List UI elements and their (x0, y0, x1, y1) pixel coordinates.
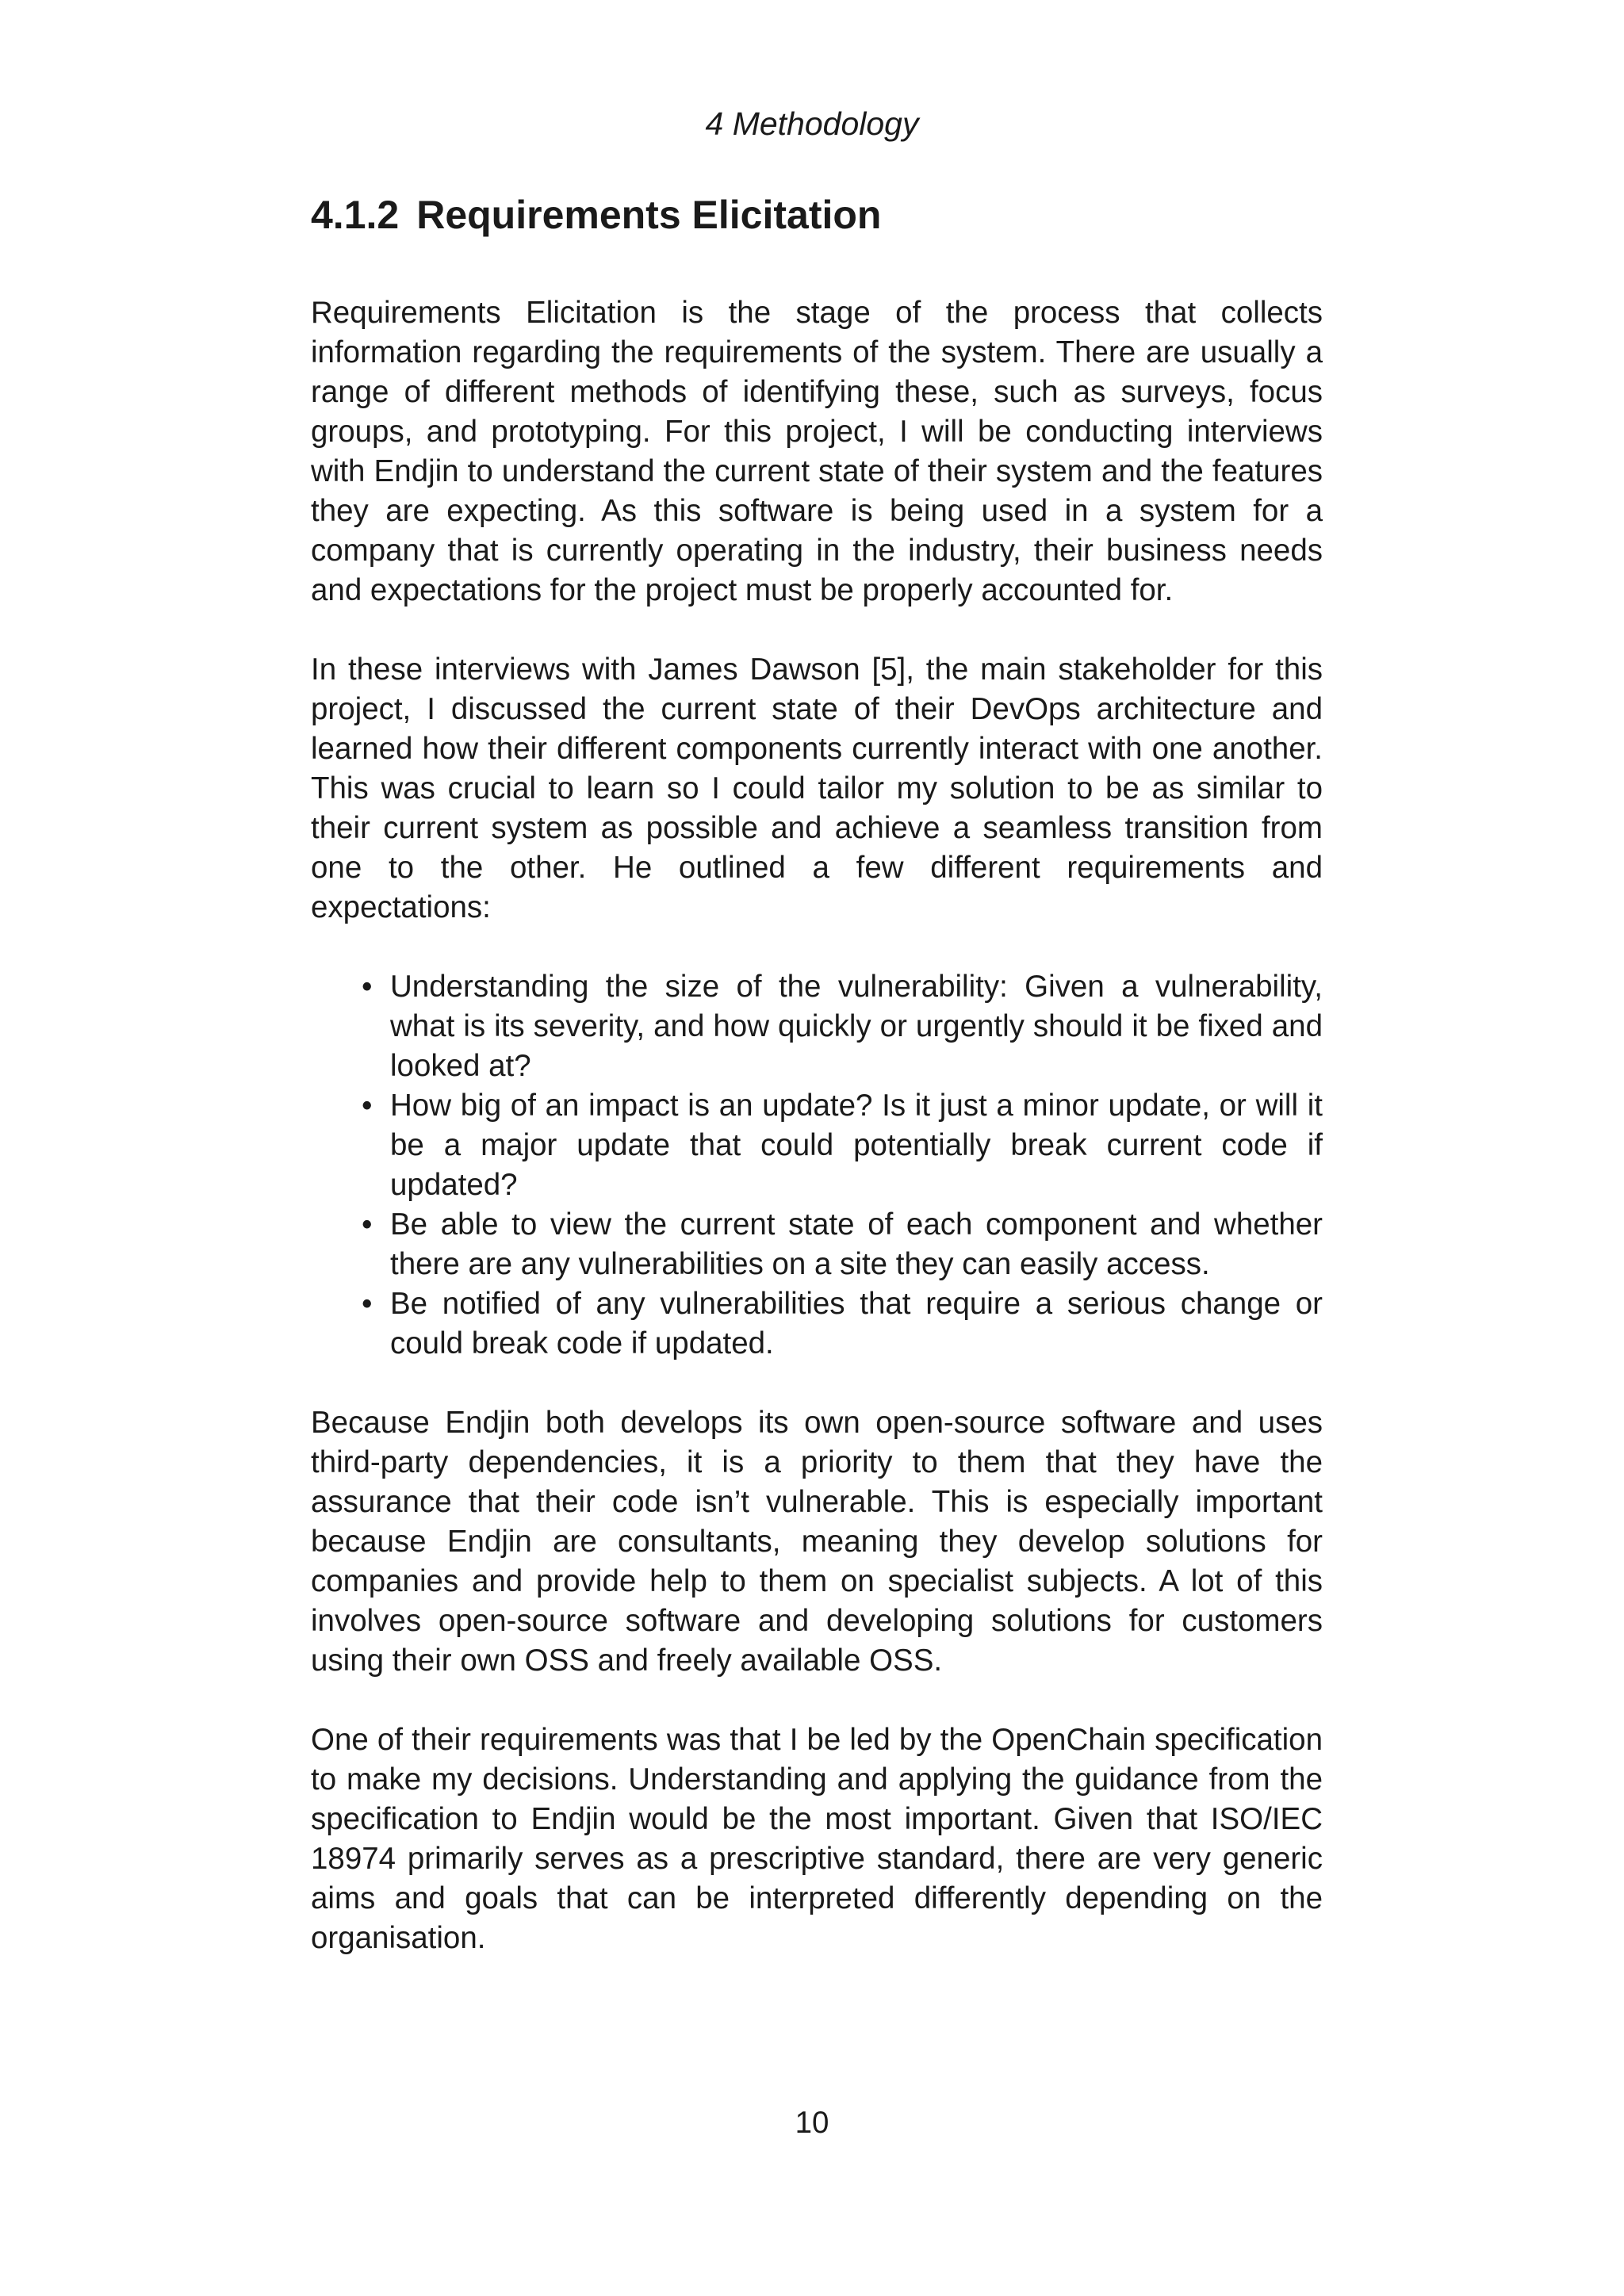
paragraph-openchain: One of their requirements was that I be led by the OpenChain specification to make my decisions. Understanding and applying the guidance from the specification to Endjin would be the most important. Given that ISO/IEC 18974 primarily serves as a prescriptive standard, there are very generic aims and goals that can be interpreted differently depending on the organisation. (311, 1723, 1323, 1955)
bullet-icon: • (362, 970, 373, 1004)
paragraph-interviews: In these interviews with James Dawson [5], the main stakeholder for this project, I discussed the current state of their DevOps architecture and learned how their different components currently interact with one another. This was crucial to learn so I could tailor my solution to be as similar to their current system as possible and achieve a seamless transition from one to the other. He outlined a few different requirements and expectations: (311, 652, 1323, 924)
list-item (362, 1205, 1323, 1284)
list-item (362, 1086, 1323, 1205)
page-number: 10 (795, 2106, 829, 2140)
bullet-icon: • (362, 1089, 373, 1123)
list-item-text: Understanding the size of the vulnerability: Given a vulnerability, what is its severity, and how quickly or urgently should it be fixed and looked at? (390, 970, 1323, 1083)
list-item-text: How big of an impact is an update? Is it just a minor update, or will it be a major update that could potentially break current code if updated? (390, 1089, 1323, 1202)
list-item (362, 967, 1323, 1086)
paragraph-intro: Requirements Elicitation is the stage of the process that collects information regarding the requirements of the system. There are usually a range of different methods of identifying these, such as surveys, focus groups, and prototyping. For this project, I will be conducting interviews with Endjin to understand the current state of their system and the features they are expecting. As this software is being used in a system for a company that is currently operating in the industry, their business needs and expectations for the project must be properly accounted for. (311, 296, 1323, 607)
list-item-text: Be notified of any vulnerabilities that require a serious change or could break code if updated. (390, 1287, 1323, 1360)
section-number: 4.1.2 (311, 193, 400, 237)
section-title: Requirements Elicitation (416, 193, 882, 237)
list-item (362, 1284, 1323, 1364)
paragraph-endjin-priority: Because Endjin both develops its own open-source software and uses third-party dependencies, it is a priority to them that they have the assurance that their code isn’t vulnerable. This is especially important because Endjin are consultants, meaning they develop solutions for companies and provide help to them on specialist subjects. A lot of this involves open-source software and developing solutions for customers using their own OSS and freely available OSS. (311, 1406, 1323, 1678)
bullet-icon: • (362, 1287, 373, 1321)
requirements-list (311, 967, 1323, 1364)
running-header: 4 Methodology (705, 105, 919, 142)
section-body (311, 293, 1323, 1998)
section-heading (311, 187, 881, 243)
list-item-text: Be able to view the current state of each component and whether there are any vulnerabilities on a site they can easily access. (390, 1207, 1323, 1281)
bullet-icon: • (362, 1207, 373, 1242)
